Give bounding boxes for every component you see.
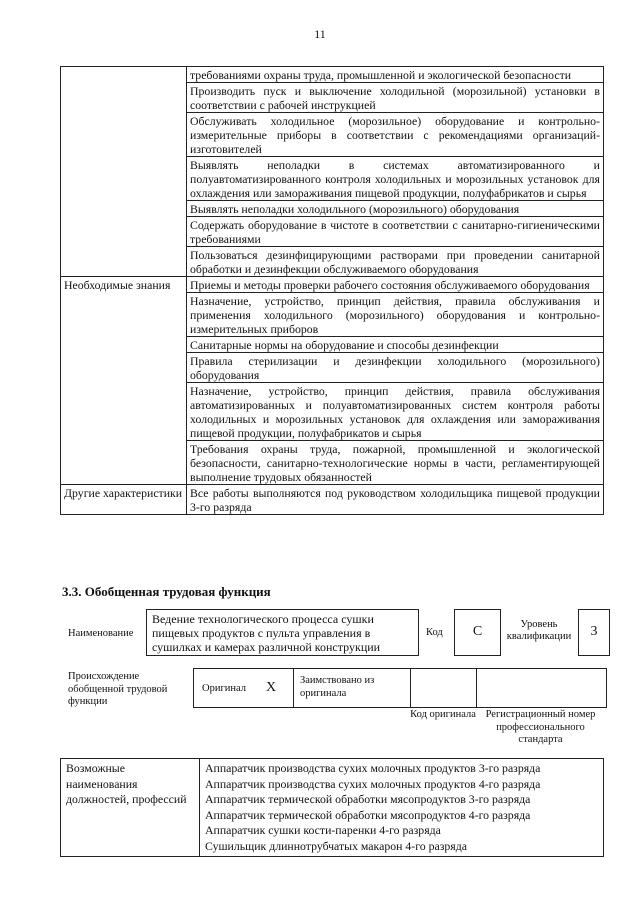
code-original-caption: Код оригинала (410, 709, 476, 720)
name-label: Наименование (68, 628, 134, 639)
original-mark: X (266, 680, 277, 695)
divider (293, 668, 294, 707)
skill-item: Выявлять неполадки в системах автоматизированного и полуавтоматизированного контроля холодильных и морозильных установок для охлаждения или замораживания пищевой продукции, полуфабрикатов и сырья (187, 157, 604, 201)
list-item: Сушильщик длиннотрубчатых макарон 4-го разряда (205, 838, 467, 853)
list-item: Аппаратчик производства сухих молочных продуктов 3-го разряда (205, 761, 541, 775)
level-label: Уровень квалификации (506, 619, 572, 642)
positions-table (60, 758, 604, 857)
divider (410, 668, 411, 707)
borrowed-label: Заимствовано из оригинала (300, 675, 375, 699)
level-box (578, 609, 610, 656)
skill-item: Обслуживать холодильное (морозильное) оборудование и контрольно-измерительные приборы в соответствии с рекомендациями организаций-изготовителей (187, 113, 604, 157)
code-label: Код (426, 627, 443, 638)
origin-box (193, 668, 607, 708)
positions-label: Возможные наименования должностей, профессий (61, 759, 200, 857)
reg-number-caption: Регистрационный номер профессионального стандарта (485, 709, 596, 745)
skills-label-cell (61, 67, 187, 277)
other-text: Все работы выполняются под руководством холодильщика пищевой продукции 3-го разряда (187, 485, 604, 515)
original-label: Оригинал (202, 683, 246, 694)
skills-knowledge-table (60, 66, 604, 515)
name-box (146, 609, 419, 656)
skill-item: требованиями охраны труда, промышленной и экологической безопасности (187, 67, 604, 83)
table-row (61, 67, 604, 83)
table-row (61, 485, 604, 515)
positions-cell (200, 759, 604, 857)
level-value: 3 (590, 624, 598, 639)
table-row (61, 759, 604, 857)
skill-item: Выявлять неполадки холодильного (морозильного) оборудования (187, 201, 604, 217)
skill-item: Содержать оборудование в чистоте в соответствии с санитарно-гигиеническими требованиями (187, 217, 604, 247)
list-item: Аппаратчик термической обработки мясопродуктов 3-го разряда (205, 792, 531, 806)
list-item: Аппаратчик сушки кости-паренки 4-го разряда (205, 823, 441, 837)
knowledge-item: Санитарные нормы на оборудование и способы дезинфекции (187, 337, 604, 353)
divider (476, 668, 477, 707)
origin-label: Происхождение обобщенной трудовой функции (68, 671, 168, 707)
skill-item: Пользоваться дезинфицирующими растворами при проведении санитарной обработки и дезинфекции обслуживаемого оборудования (187, 247, 604, 277)
skill-item: Производить пуск и выключение холодильной (морозильной) установки в соответствии с рабочей инструкцией (187, 83, 604, 113)
section-title: 3.3. Обобщенная трудовая функция (62, 584, 271, 599)
knowledge-item: Назначение, устройство, принцип действия, правила обслуживания и применения холодильного (морозильного) оборудования и контрольно-измерительных приборов (187, 293, 604, 337)
list-item: Аппаратчик термической обработки мясопродуктов 4-го разряда (205, 807, 531, 822)
page-number: 11 (314, 27, 326, 41)
code-value: C (472, 624, 483, 639)
knowledge-item: Правила стерилизации и дезинфекции холодильного (морозильного) оборудования (187, 353, 604, 383)
knowledge-item: Назначение, устройство, принцип действия, правила обслуживания автоматизированных и полуавтоматизированных систем контроля работы холодильных и морозильных установок для охлаждения или замораживания пищевой продукции, полуфабрикатов и сырья (187, 383, 604, 441)
list-item: Аппаратчик производства сухих молочных продуктов 4-го разряда (205, 776, 541, 791)
knowledge-label: Необходимые знания (61, 277, 187, 485)
table-row (61, 277, 604, 293)
other-label: Другие характеристики (61, 485, 187, 515)
knowledge-item: Приемы и методы проверки рабочего состояния обслуживаемого оборудования (187, 277, 604, 293)
code-box (454, 609, 501, 656)
knowledge-item: Требования охраны труда, пожарной, промышленной и экологической безопасности, санитарно-технологические нормы в части, регламентирующей выполнение трудовых обязанностей (187, 441, 604, 485)
name-value: Ведение технологического процесса сушки пищевых продуктов с пульта управления в сушилках и камерах различной конструкции (152, 612, 381, 654)
